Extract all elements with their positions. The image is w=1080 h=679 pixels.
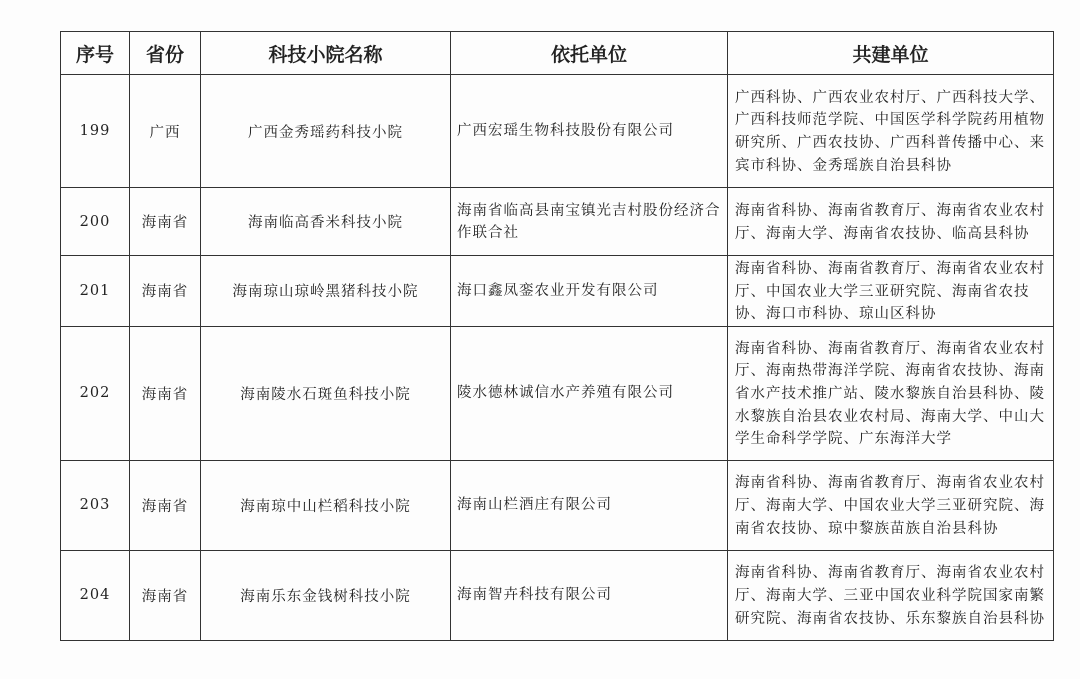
row-name: 广西金秀瑶药科技小院 [201,75,451,188]
row-number: 200 [61,188,130,256]
row-unit: 海南山栏酒庄有限公司 [451,460,728,550]
row-number: 202 [61,326,130,460]
row-co-builders: 海南省科协、海南省教育厅、海南省农业农村厅、海南大学、三亚中国农业科学院国家南繁研究院、海南省农技协、乐东黎族自治县科协 [728,550,1054,640]
row-unit: 海南智卉科技有限公司 [451,550,728,640]
row-co-builders: 海南省科协、海南省教育厅、海南省农业农村厅、中国农业大学三亚研究院、海南省农技协、海口市科协、琼山区科协 [728,256,1054,327]
row-unit: 陵水德林诚信水产养殖有限公司 [451,326,728,460]
row-co-builders: 海南省科协、海南省教育厅、海南省农业农村厅、海南大学、中国农业大学三亚研究院、海南省农技协、琼中黎族苗族自治县科协 [728,460,1054,550]
table-row [61,550,1054,640]
row-number: 203 [61,460,130,550]
row-co-builders: 广西科协、广西农业农村厅、广西科技大学、广西科技师范学院、中国医学科学院药用植物研究所、广西农技协、广西科普传播中心、来宾市科协、金秀瑶族自治县科协 [728,75,1054,188]
science-courtyard-table [60,31,1054,641]
table-row [61,326,1054,460]
header-no: 序号 [61,32,130,75]
header-province: 省份 [130,32,201,75]
row-name: 海南乐东金钱树科技小院 [201,550,451,640]
row-province: 海南省 [130,188,201,256]
table-row [61,256,1054,327]
row-number: 204 [61,550,130,640]
table-header-row [61,32,1054,75]
header-unit: 依托单位 [451,32,728,75]
row-co-builders: 海南省科协、海南省教育厅、海南省农业农村厅、海南热带海洋学院、海南省农技协、海南省水产技术推广站、陵水黎族自治县科协、陵水黎族自治县农业农村局、海南大学、中山大学生命科学学院、广东海洋大学 [728,326,1054,460]
row-unit: 广西宏瑶生物科技股份有限公司 [451,75,728,188]
table-row [61,188,1054,256]
row-name: 海南琼中山栏稻科技小院 [201,460,451,550]
row-province: 海南省 [130,550,201,640]
row-number: 199 [61,75,130,188]
row-unit: 海口鑫凤銮农业开发有限公司 [451,256,728,327]
row-name: 海南陵水石斑鱼科技小院 [201,326,451,460]
table-row [61,75,1054,188]
row-unit: 海南省临高县南宝镇光吉村股份经济合作联合社 [451,188,728,256]
row-name: 海南琼山琼岭黑猪科技小院 [201,256,451,327]
row-name: 海南临高香米科技小院 [201,188,451,256]
header-name: 科技小院名称 [201,32,451,75]
row-province: 海南省 [130,256,201,327]
header-co: 共建单位 [728,32,1054,75]
row-province: 海南省 [130,460,201,550]
row-province: 广西 [130,75,201,188]
row-co-builders: 海南省科协、海南省教育厅、海南省农业农村厅、海南大学、海南省农技协、临高县科协 [728,188,1054,256]
table-row [61,460,1054,550]
row-number: 201 [61,256,130,327]
row-province: 海南省 [130,326,201,460]
